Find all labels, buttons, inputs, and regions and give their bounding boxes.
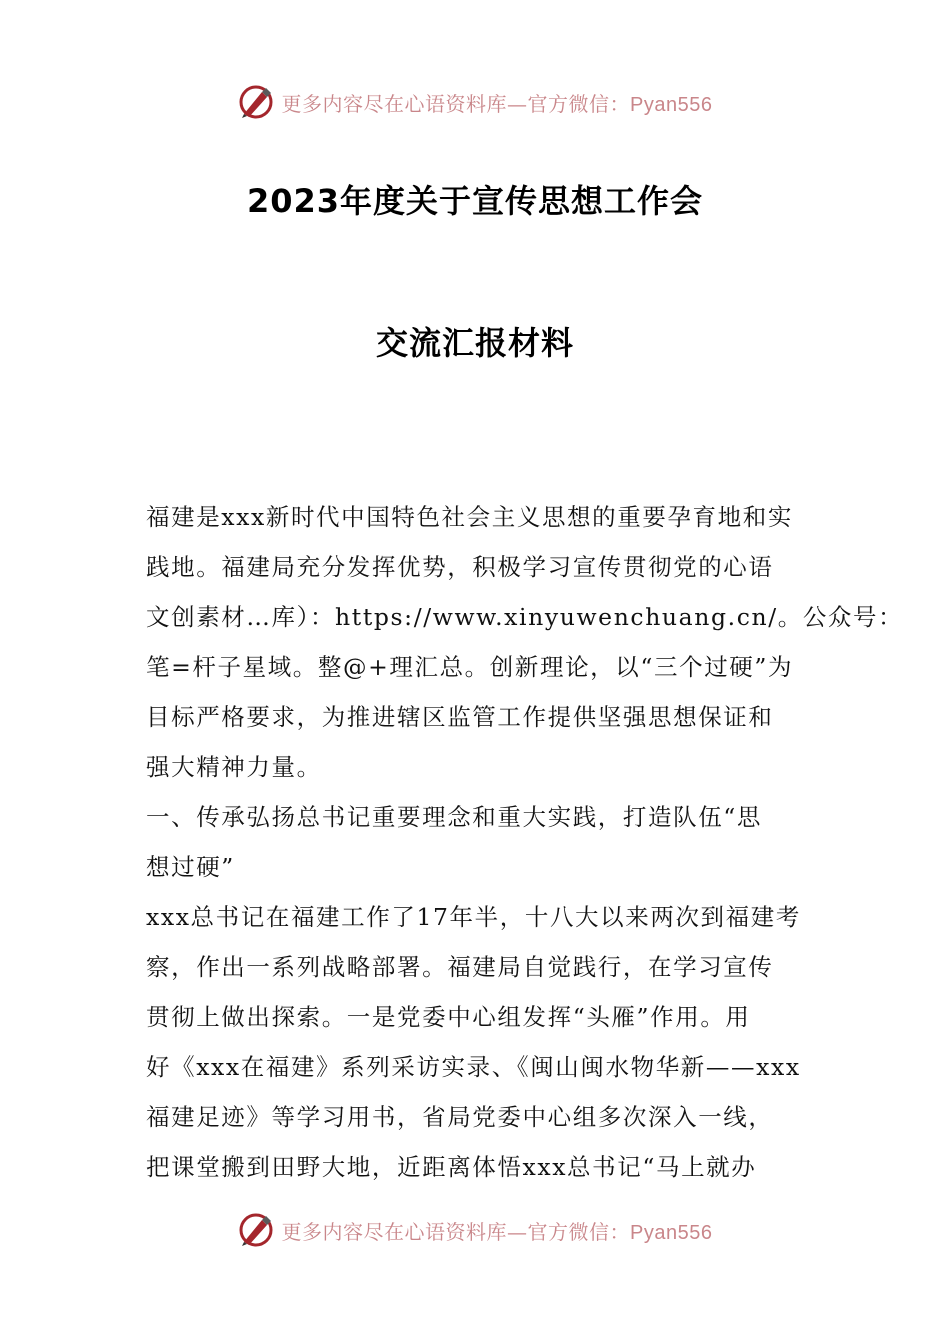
body-line: 文创素材…库）：https://www.xinyuwenchuang.cn/。公众号： [146,603,904,631]
body-line: xxx总书记在福建工作了17年半，十八大以来两次到福建考 [146,903,801,931]
section-heading-line: 一、传承弘扬总书记重要理念和重大实践，打造队伍“思 [146,803,763,831]
document-title-line2: 交流汇报材料 [375,324,574,362]
footer-watermark [0,1210,950,1250]
pen-logo-icon [238,1212,274,1248]
body-line: 贯彻上做出探索。一是党委中心组发挥“头雁”作用。用 [146,1003,751,1031]
watermark-wechat-id: Pyan556 [630,1221,713,1244]
section-heading-line: 想过硬” [146,853,235,881]
body-line: 践地。福建局充分发挥优势，积极学习宣传贯彻党的心语 [146,553,774,581]
body-line: 察，作出一系列战略部署。福建局自觉践行，在学习宣传 [146,953,774,981]
body-line: 福建是xxx新时代中国特色社会主义思想的重要孕育地和实 [146,503,793,531]
header-watermark [0,82,950,122]
watermark-wechat-id: Pyan556 [630,93,713,116]
body-line: 强大精神力量。 [146,753,322,781]
watermark-text: 更多内容尽在心语资料库—官方微信：Pyan556 [281,91,713,116]
body-line: 福建足迹》等学习用书，省局党委中心组多次深入一线， [146,1103,774,1131]
body-line: 目标严格要求，为推进辖区监管工作提供坚强思想保证和 [146,703,774,731]
document-body [146,497,904,1197]
pen-logo-icon [238,84,274,120]
watermark-text: 更多内容尽在心语资料库—官方微信：Pyan556 [281,1219,713,1244]
body-line: 笔=杆子星域。整@+理汇总。创新理论，以“三个过硬”为 [146,653,794,681]
document-title-line1: 2023年度关于宣传思想工作会 [246,182,704,220]
body-line: 把课堂搬到田野大地，近距离体悟xxx总书记“马上就办 [146,1153,757,1181]
body-line: 好《xxx在福建》系列采访实录、《闽山闽水物华新——xxx [146,1053,801,1081]
